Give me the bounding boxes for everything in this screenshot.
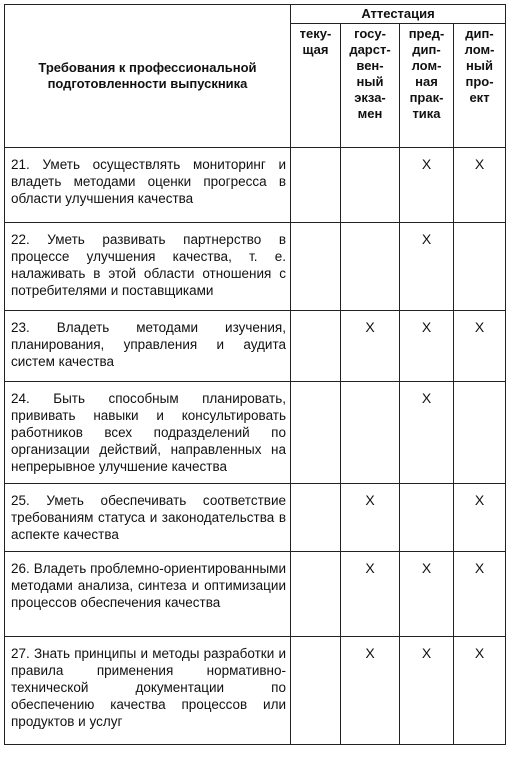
mark-cell [291,148,341,223]
mark-cell: X [454,552,506,637]
mark-cell [454,382,506,484]
mark-cell: X [400,223,454,311]
mark-cell: X [400,148,454,223]
column-header-state-exam: госу- дарст- вен- ный экза- мен [341,24,400,148]
mark-cell: X [454,311,506,382]
requirement-text: 22. Уметь развивать партнерство в процессе улучшения качества, т. е. налаживать в этой области отношения с потребителями и поставщиками [5,223,291,311]
mark-cell [400,484,454,552]
mark-cell [341,223,400,311]
column-header-practice: пред- дип- лом- ная прак- тика [400,24,454,148]
mark-cell [291,637,341,745]
requirements-header: Требования к профессиональной подготовленности выпускника [5,5,291,148]
table-row [5,484,506,552]
mark-cell [291,552,341,637]
requirements-table [4,4,506,745]
table-row [5,311,506,382]
mark-cell [341,382,400,484]
table-row [5,637,506,745]
mark-cell [454,223,506,311]
table-row [5,382,506,484]
mark-cell: X [454,484,506,552]
mark-cell: X [400,382,454,484]
column-header-diploma: дип- лом- ный про- ект [454,24,506,148]
mark-cell [291,382,341,484]
mark-cell [291,311,341,382]
mark-cell: X [400,552,454,637]
attestation-header: Аттестация [291,5,506,24]
mark-cell [291,223,341,311]
mark-cell: X [454,148,506,223]
mark-cell: X [341,637,400,745]
requirement-text: 24. Быть способным планировать, прививать навыки и консультировать работников всех подразделений по организации действий, направленных на непрерывное улучшение качества [5,382,291,484]
requirement-text: 21. Уметь осуществлять мониторинг и владеть методами оценки прогресса в области улучшения качества [5,148,291,223]
column-header-current: теку- щая [291,24,341,148]
table-row [5,148,506,223]
requirement-text: 27. Знать принципы и методы разработки и правила применения нормативно-технической документации по обеспечению качества процессов или продуктов и услуг [5,637,291,745]
mark-cell: X [400,311,454,382]
mark-cell: X [400,637,454,745]
mark-cell: X [341,552,400,637]
mark-cell [341,148,400,223]
requirement-text: 26. Владеть проблемно-ориентированными методами анализа, синтеза и оптимизации процессов обеспечения качества [5,552,291,637]
mark-cell: X [454,637,506,745]
table-row [5,552,506,637]
mark-cell [291,484,341,552]
mark-cell: X [341,311,400,382]
table-row [5,223,506,311]
mark-cell: X [341,484,400,552]
requirement-text: 25. Уметь обеспечивать соответствие требованиям статуса и законодательства в аспекте качества [5,484,291,552]
requirement-text: 23. Владеть методами изучения, планирования, управления и аудита систем качества [5,311,291,382]
